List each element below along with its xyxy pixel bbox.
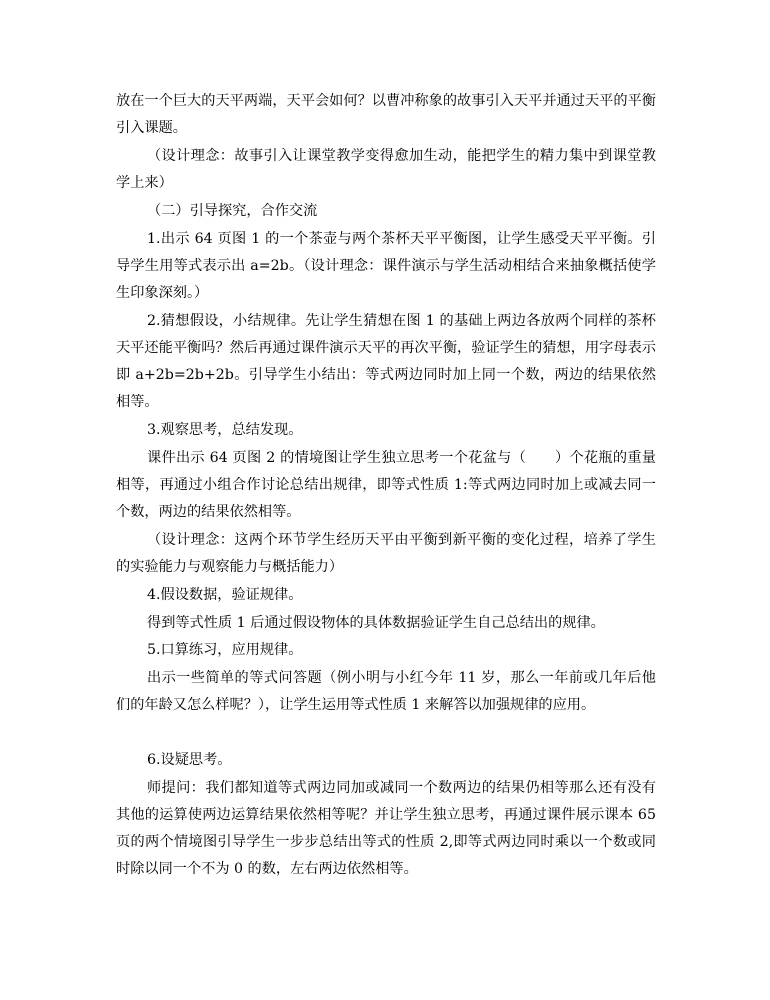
paragraph-item-6: 6.设疑思考。 (147, 752, 232, 768)
paragraph-5: 得到等式性质 1 后通过假设物体的具体数据验证学生自己总结出的规律。 (147, 615, 605, 631)
paragraph-6: 出示一些简单的等式问答题（例小明与小红今年 11 岁，那么一年前或几年后他们的年龄又怎么样呢？），让学生运用等式性质 1 来解答以加强规律的应用。 (116, 670, 656, 713)
section-heading: （二）引导探究，合作交流 (147, 203, 318, 219)
paragraph-2: （设计理念：故事引入让课堂教学变得愈加生动，能把学生的精力集中到课堂教学上来） (116, 148, 656, 191)
paragraph-item-2: 2.猜想假设，小结规律。先让学生猜想在图 1 的基础上两边各放两个同样的茶杯天平还能平衡吗？然后再通过课件演示天平的再次平衡，验证学生的猜想，用字母表示即 a+2b=2b+2b。引导学生小结出：等式两边同时加上同一个数，两边的结果依然相等。 (116, 313, 656, 410)
paragraph-item-5: 5.口算练习，应用规律。 (147, 642, 303, 658)
paragraph-7: 师提问：我们都知道等式两边同加或减同一个数两边的结果仍相等那么还有没有其他的运算使两边运算结果依然相等呢？并让学生独立思考，再通过课件展示课本 65 页的两个情境图引导学生一步步总结出等式的性质 2,即等式两边同时乘以一个数或同时除以同一个不为 0 的数，左右两边依然相等。 (116, 780, 656, 877)
paragraph-item-1: 1.出示 64 页图 1 的一个茶壶与两个茶杯天平平衡图，让学生感受天平平衡。引导学生用等式表示出 a=2b。（设计理念：课件演示与学生活动相结合来抽象概括使学生印象深刻。） (116, 231, 656, 301)
paragraph-item-3: 3.观察思考，总结发现。 (147, 422, 303, 438)
paragraph-3: 课件出示 64 页图 2 的情境图让学生独立思考一个花盆与（ ）个花瓶的重量相等，再通过小组合作讨论总结出规律，即等式性质 1:等式两边同时加上或减去同一个数，两边的结果依然相等。 (116, 450, 656, 520)
paragraph-item-4: 4.假设数据，验证规律。 (147, 587, 303, 603)
paragraph-1: 放在一个巨大的天平两端，天平会如何？以曹冲称象的故事引入天平并通过天平的平衡引入课题。 (116, 93, 656, 136)
paragraph-4: （设计理念：这两个环节学生经历天平由平衡到新平衡的变化过程，培养了学生的实验能力与观察能力与概括能力） (116, 532, 656, 575)
